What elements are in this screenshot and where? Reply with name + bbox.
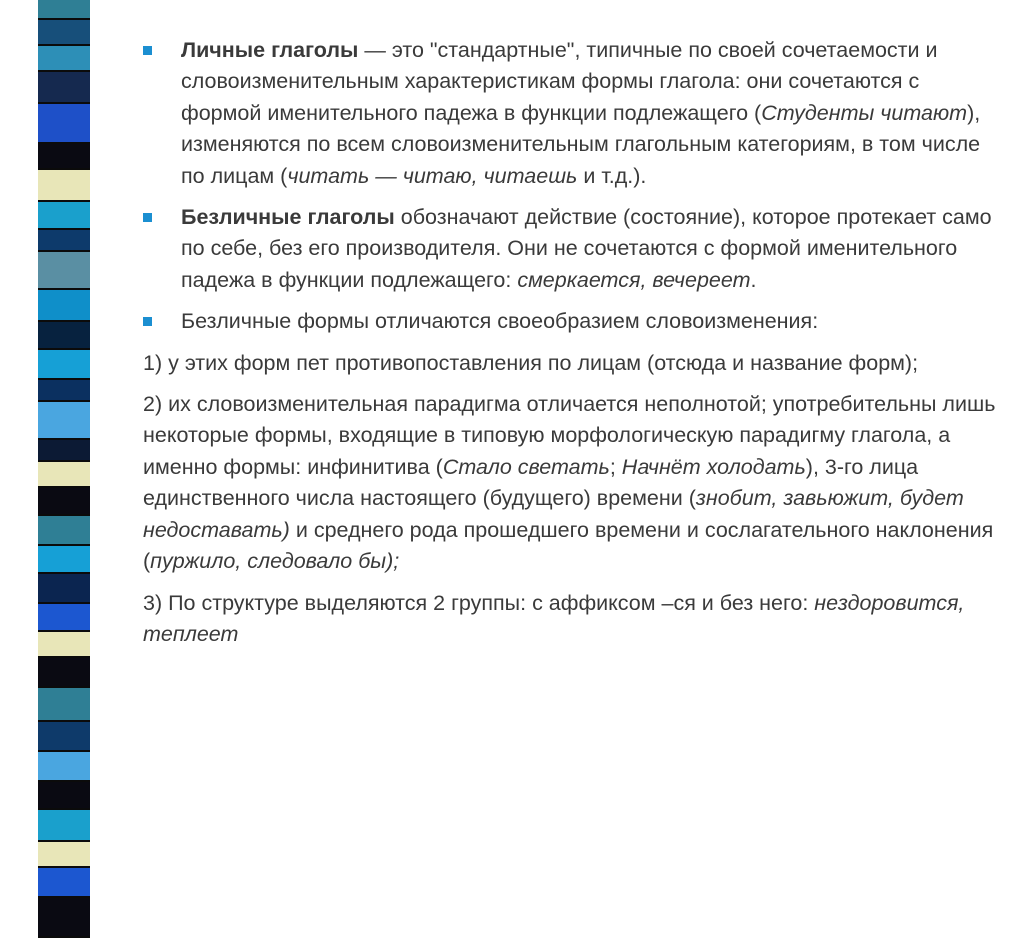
paragraph-point-1: 1) у этих форм пет противопоставления по лицам (отсюда и название форм);: [143, 350, 919, 375]
stripe-segment: [38, 546, 90, 574]
stripe-segment: [38, 144, 90, 170]
stripe-segment: [38, 290, 90, 322]
term-impersonal-verbs: Безличные глаголы: [181, 205, 395, 230]
stripe-segment: [38, 604, 90, 632]
stripe-segment: [38, 170, 90, 202]
stripe-segment: [38, 46, 90, 72]
stripe-segment: [38, 516, 90, 546]
stripe-segment: [38, 440, 90, 462]
bullet-item-impersonal-forms: Безличные формы отличаются своеобразием словоизменения:: [143, 306, 1003, 337]
stripe-segment: [38, 202, 90, 230]
stripe-segment: [38, 658, 90, 688]
stripe-segment: [38, 230, 90, 252]
square-bullet-icon: [143, 213, 152, 222]
stripe-segment: [38, 402, 90, 440]
stripe-segment: [38, 350, 90, 380]
stripe-segment: [38, 722, 90, 752]
stripe-segment: [38, 810, 90, 842]
stripe-segment: [38, 574, 90, 604]
term-personal-verbs: Личные глаголы: [181, 38, 359, 62]
stripe-segment: [38, 752, 90, 782]
decorative-stripe-bar: [38, 0, 90, 767]
stripe-segment: [38, 898, 90, 938]
stripe-segment: [38, 322, 90, 350]
square-bullet-icon: [143, 317, 152, 326]
slide-text-body: [143, 35, 1003, 660]
stripe-segment: [38, 380, 90, 402]
stripe-segment: [38, 72, 90, 104]
square-bullet-icon: [143, 46, 152, 55]
bullet-item-personal-verbs: Личные глаголы — это "стандартные", типичные по своей сочетаемости и словоизменительным характеристикам формы глагола: они сочетаются с формой именительного падежа в функции подлежащего (Студенты читают), изменяются по всем словоизменительным глагольным категориям, в том числе по лицам (читать — читаю, читаешь и т.д.).: [143, 35, 1003, 192]
stripe-segment: [38, 20, 90, 46]
stripe-segment: [38, 868, 90, 898]
stripe-segment: [38, 462, 90, 488]
stripe-segment: [38, 0, 90, 20]
stripe-segment: [38, 252, 90, 290]
paragraph-point-3: 3) По структуре выделяются 2 группы: с аффиксом –ся и без него: нездоровится, теплеет: [143, 590, 965, 646]
stripe-segment: [38, 782, 90, 810]
stripe-segment: [38, 632, 90, 658]
stripe-segment: [38, 842, 90, 868]
stripe-segment: [38, 688, 90, 722]
bullet-item-impersonal-verbs: Безличные глаголы обозначают действие (состояние), которое протекает само по себе, без его производителя. Они не сочетаются с формой именительного падежа в функции подлежащего: смеркается, вечереет.: [143, 202, 1003, 296]
stripe-segment: [38, 104, 90, 144]
paragraph-point-2: 2) их словоизменительная парадигма отличается неполнотой; употребительны лишь некоторые формы, входящие в типовую морфологическую парадигму глагола, а именно формы: инфинитива (Стало светать; Начнёт холодать), 3-го лица единственного числа настоящего (будущего) времени (знобит, завьюжит, будет недоставать) и среднего рода прошедшего времени и сослагательного наклонения (пуржило, следовало бы);: [143, 392, 996, 574]
stripe-segment: [38, 488, 90, 516]
